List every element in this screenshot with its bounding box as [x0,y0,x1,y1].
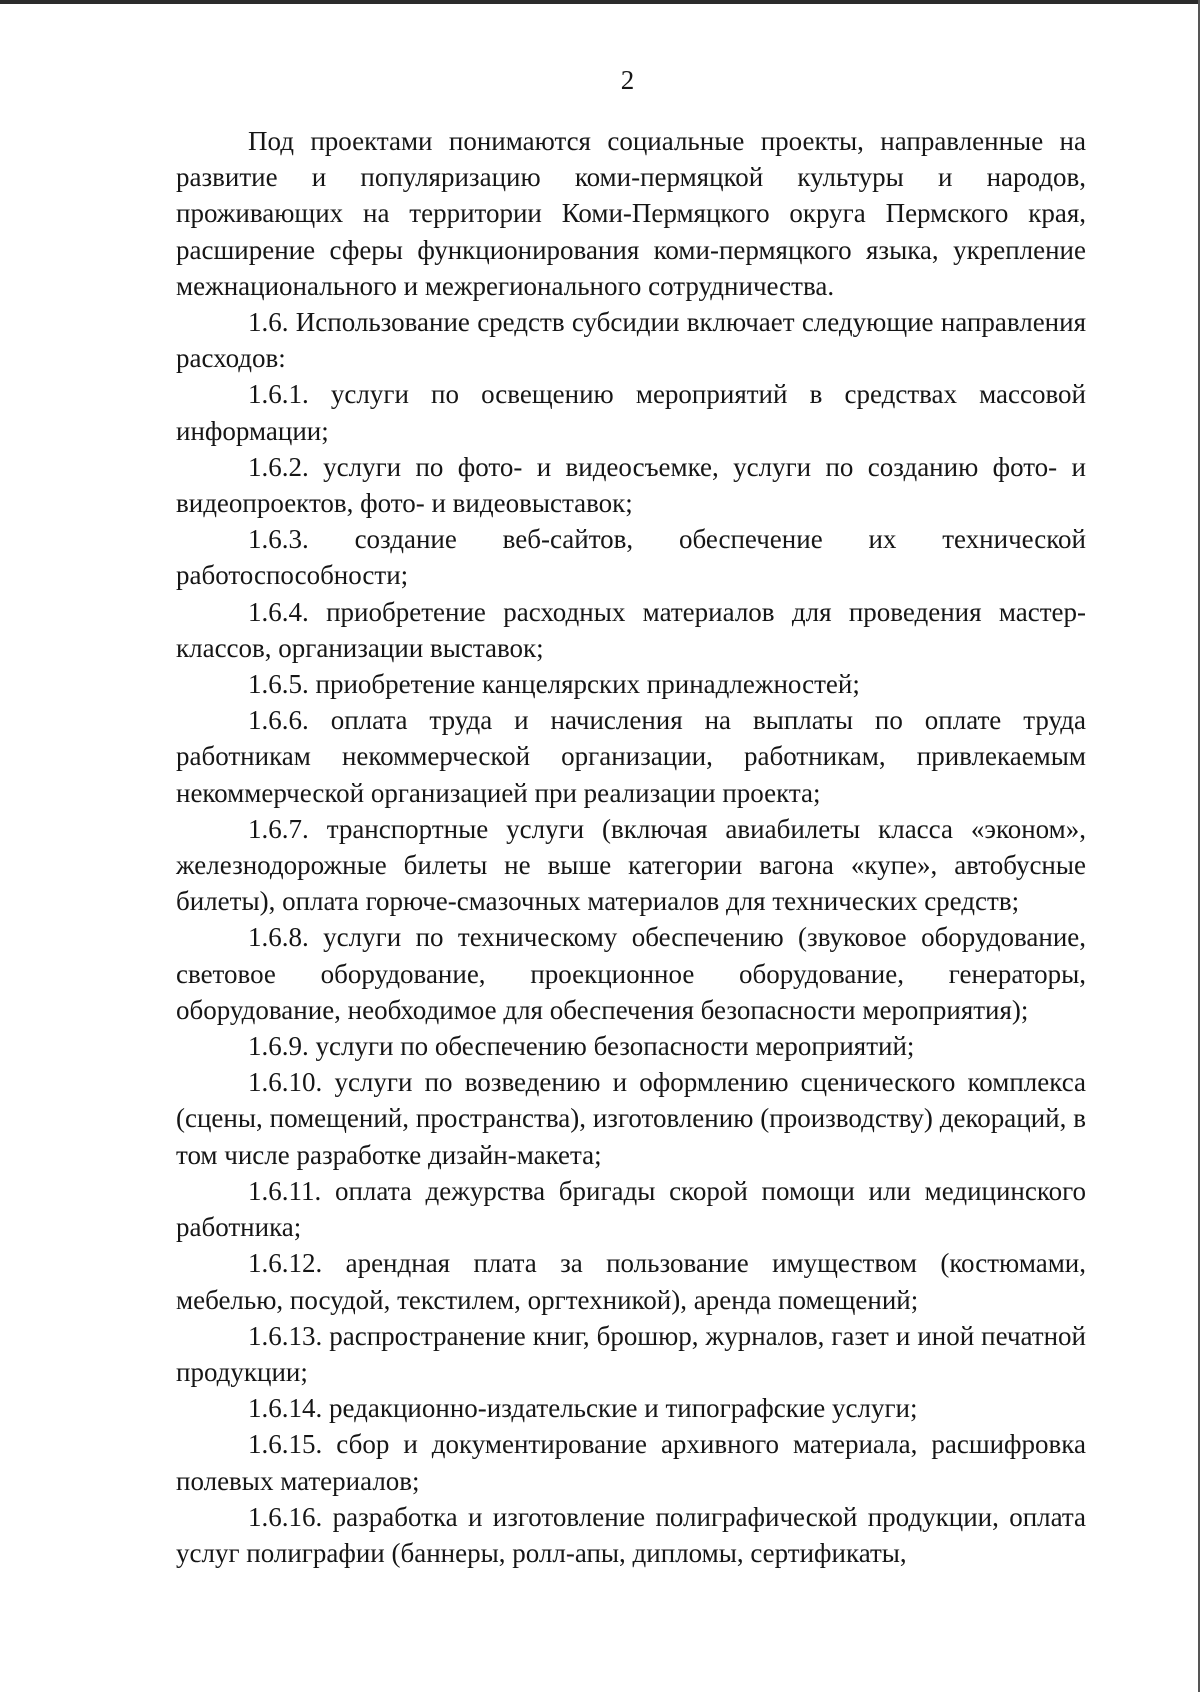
clause-number: 1.6. [248,307,289,338]
clause-1-6-13 [176,1318,1086,1390]
clause-1-6-4 [176,594,1086,666]
clause-number: 1.6.2. [248,451,309,482]
clause-text: редакционно-издательские и типографские услуги; [329,1393,918,1424]
clause-text: оплата труда и начисления на выплаты по оплате труда работникам некоммерческой организации, работникам, привлекаемым некоммерческой организацией при реализации проекта; [176,705,1086,808]
clause-1-6-3 [176,521,1086,593]
clause-number: 1.6.16. [248,1501,323,1532]
clause-text: услуги по возведению и оформлению сценического комплекса (сцены, помещений, пространства), изготовлению (производству) декораций, в том числе разработке дизайн-макета; [176,1067,1087,1170]
clause-1-6-15 [176,1426,1086,1498]
clause-text: оплата дежурства бригады скорой помощи или медицинского работника; [176,1175,1087,1243]
clause-text: услуги по фото- и видеосъемке, услуги по созданию фото- и видеопроектов, фото- и видеовыставок; [176,451,1086,519]
clause-text: услуги по обеспечению безопасности мероприятий; [315,1031,915,1062]
clause-number: 1.6.9. [248,1031,309,1062]
clause-1-6-14 [176,1390,1086,1426]
clause-number: 1.6.14. [248,1393,323,1424]
clause-number: 1.6.5. [248,669,309,700]
clause-text: услуги по освещению мероприятий в средствах массовой информации; [176,379,1087,446]
clause-number: 1.6.13. [248,1320,323,1351]
clause-1-6-5 [176,666,1086,702]
scan-edge-top [0,0,1200,4]
clause-text: арендная плата за пользование имуществом (костюмами, мебелью, посудой, текстилем, оргтехникой), аренда помещений; [176,1248,1087,1315]
paragraph-text: Под проектами понимаются социальные проекты, направленные на развитие и популяризацию коми-пермяцкой культуры и народов, проживающих на территории Коми-Пермяцкого округа Пермского края, расширение сферы функционирования коми-пермяцкого языка, укрепление межнационального и межрегионального сотрудничества. [176,126,1086,301]
clause-number: 1.6.11. [248,1175,322,1206]
clause-1-6-8 [176,919,1086,1028]
clause-text: транспортные услуги (включая авиабилеты класса «эконом», железнодорожные билеты не выше категории вагона «купе», автобусные билеты), оплата горюче-смазочных материалов для технических средств; [176,813,1086,917]
clause-number: 1.6.10. [248,1067,323,1098]
clause-1-6-11 [176,1173,1086,1245]
clause-text: Использование средств субсидии включает следующие направления расходов: [176,307,1086,374]
clause-text: приобретение канцелярских принадлежностей; [315,669,860,700]
clause-1-6-12 [176,1245,1086,1317]
clause-text: приобретение расходных материалов для проведения мастер-классов, организации выставок; [176,596,1087,663]
page-number: 2 [620,65,635,95]
clause-1-6-16 [176,1499,1086,1571]
clause-text: распространение книг, брошюр, журналов, газет и иной печатной продукции; [176,1320,1087,1387]
clause-1-6-9 [176,1028,1086,1064]
clause-1-6-6 [176,702,1086,811]
clause-number: 1.6.4. [248,596,309,627]
clause-1-6-2 [176,449,1086,521]
clause-1-6-7 [176,811,1086,920]
clause-number: 1.6.1. [248,379,309,410]
clause-number: 1.6.6. [248,705,309,736]
clause-text: создание веб-сайтов, обеспечение их технической работоспособности; [176,524,1086,591]
clause-number: 1.6.8. [248,922,309,953]
clause-number: 1.6.12. [248,1248,323,1279]
body-text [176,123,1086,1571]
paragraph-intro [176,123,1086,304]
clause-1-6-10 [176,1064,1086,1173]
clause-1-6-1 [176,376,1086,448]
clause-number: 1.6.3. [248,524,309,555]
clause-number: 1.6.15. [248,1429,323,1460]
clause-text: разработка и изготовление полиграфической продукции, оплата услуг полиграфии (баннеры, ролл-апы, дипломы, сертификаты, [176,1501,1087,1568]
clause-number: 1.6.7. [248,813,309,844]
clause-text: услуги по техническому обеспечению (звуковое оборудование, световое оборудование, проекционное оборудование, генераторы, оборудование, необходимое для обеспечения безопасности мероприятия); [176,922,1086,1025]
clause-1-6 [176,304,1086,376]
clause-text: сбор и документирование архивного материала, расшифровка полевых материалов; [176,1429,1086,1496]
